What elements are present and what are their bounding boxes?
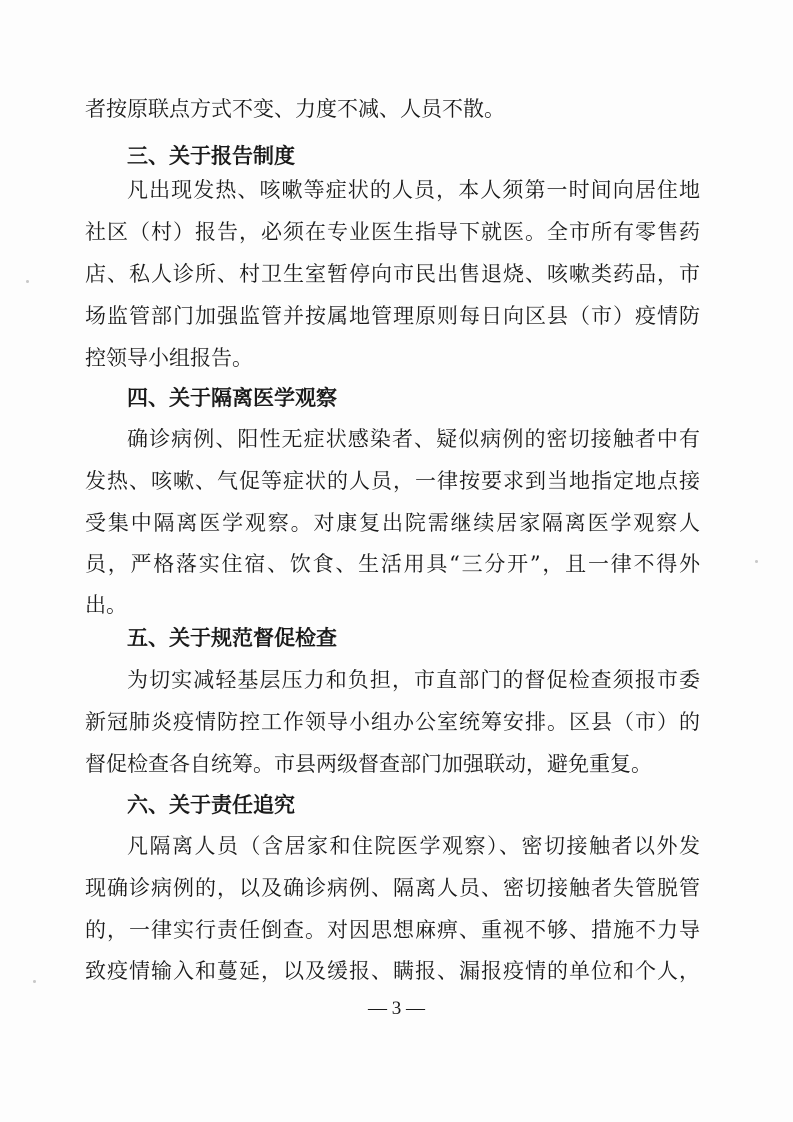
section-heading-accountability: 六、关于责任追究 bbox=[127, 793, 295, 817]
body-text-line: 受集中隔离医学观察。对康复出院需继续居家隔离医学观察人 bbox=[85, 511, 700, 535]
body-text-line: 凡出现发热、咳嗽等症状的人员，本人须第一时间向居住地 bbox=[127, 178, 700, 202]
body-text-line: 确诊病例、阳性无症状感染者、疑似病例的密切接触者中有 bbox=[127, 427, 700, 451]
body-text-line: 控领导小组报告。 bbox=[85, 346, 253, 370]
scan-speck bbox=[26, 280, 29, 283]
page-number: — 3 — bbox=[368, 998, 425, 1019]
section-heading-inspection: 五、关于规范督促检查 bbox=[127, 626, 337, 650]
body-text-line: 社区（村）报告，必须在专业医生指导下就医。全市所有零售药 bbox=[85, 220, 700, 244]
body-text-line: 店、私人诊所、村卫生室暂停向市民出售退烧、咳嗽类药品，市 bbox=[85, 262, 700, 286]
scan-speck bbox=[33, 980, 36, 983]
scan-speck bbox=[755, 560, 758, 563]
body-text-line: 现确诊病例的，以及确诊病例、隔离人员、密切接触者失管脱管 bbox=[85, 876, 700, 900]
body-text-line: 发热、咳嗽、气促等症状的人员，一律按要求到当地指定地点接 bbox=[85, 469, 700, 493]
body-text-line: 新冠肺炎疫情防控工作领导小组办公室统筹安排。区县（市）的 bbox=[85, 710, 700, 734]
body-text-line: 凡隔离人员（含居家和住院医学观察）、密切接触者以外发 bbox=[127, 834, 700, 858]
section-heading-isolation: 四、关于隔离医学观察 bbox=[127, 386, 337, 410]
body-text-line: 为切实减轻基层压力和负担，市直部门的督促检查须报市委 bbox=[127, 668, 700, 692]
body-text-line: 督促检查各自统筹。市县两级督查部门加强联动，避免重复。 bbox=[85, 752, 652, 776]
body-text-line: 场监管部门加强监管并按属地管理原则每日向区县（市）疫情防 bbox=[85, 304, 700, 328]
body-text-line: 致疫情输入和蔓延，以及缓报、瞒报、漏报疫情的单位和个人， bbox=[85, 959, 700, 983]
body-text-line: 的，一律实行责任倒查。对因思想麻痹、重视不够、措施不力导 bbox=[85, 918, 700, 942]
section-heading-reporting: 三、关于报告制度 bbox=[127, 144, 295, 168]
body-text-line: 出。 bbox=[85, 593, 127, 617]
body-text-line: 者按原联点方式不变、力度不减、人员不散。 bbox=[85, 97, 505, 121]
body-text-line: 员，严格落实住宿、饮食、生活用具“三分开”，且一律不得外 bbox=[85, 552, 700, 576]
